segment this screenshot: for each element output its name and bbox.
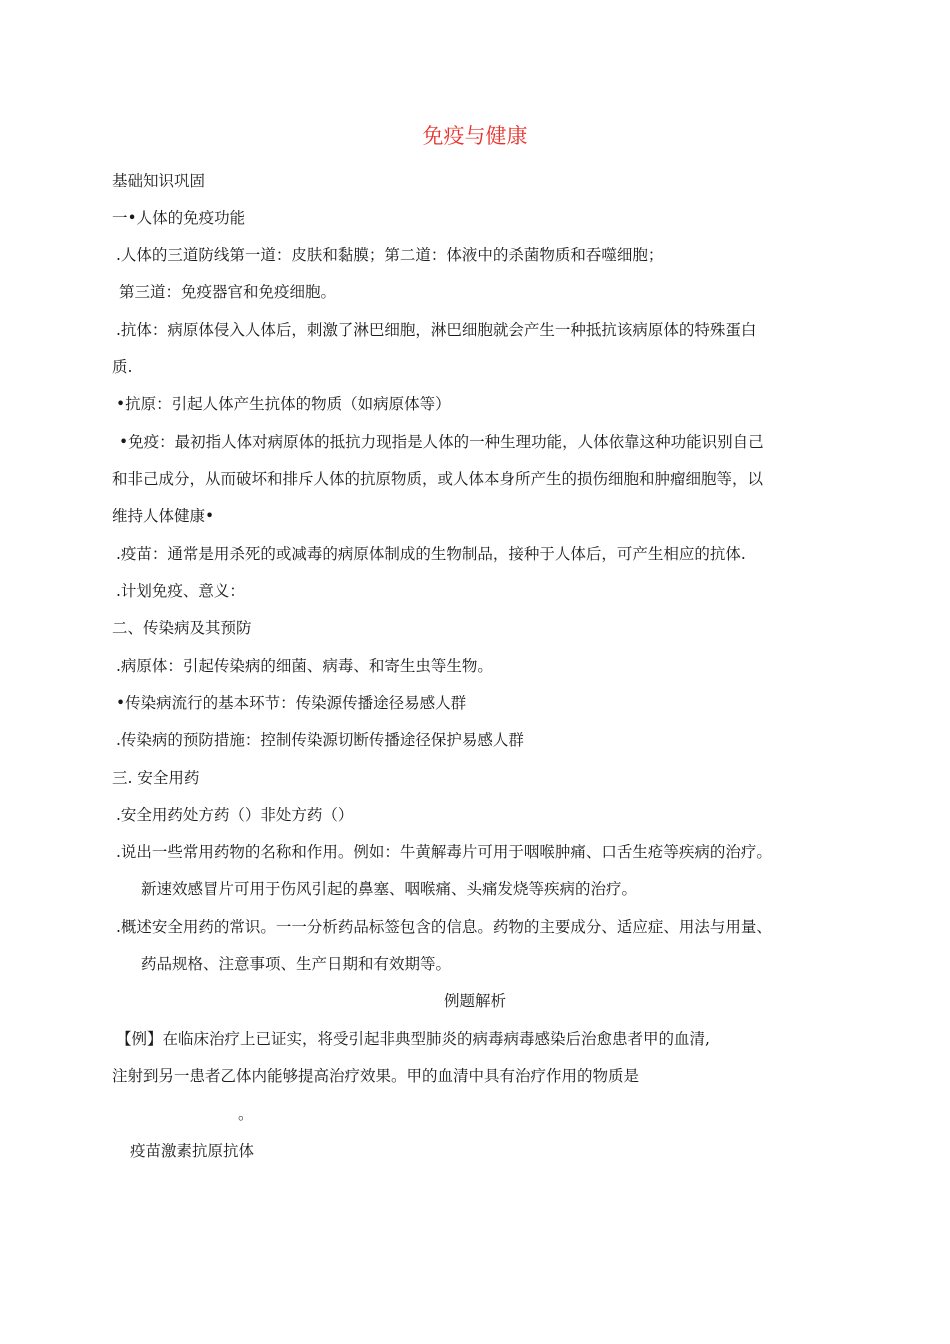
text-line-antibody-cont: 质. xyxy=(112,358,133,376)
section-heading-basics: 基础知识巩固 xyxy=(112,172,206,190)
text-line-answer-options: 疫苗激素抗原抗体 xyxy=(130,1142,255,1160)
text-line-defense-lines: .人体的三道防线第一道：皮肤和黏膜；第二道：体液中的杀菌物质和吞噬细胞； xyxy=(116,246,664,264)
text-line-answer-blank: 。 xyxy=(238,1105,254,1123)
text-line-antigen: •抗原：引起人体产生抗体的物质（如病原体等） xyxy=(116,395,451,413)
text-line-prevention: .传染病的预防措施：控制传染源切断传播途径保护易感人群 xyxy=(116,731,524,749)
text-line-planned-immunity: .计划免疫、意义： xyxy=(116,582,245,600)
text-line-pathogen: .病原体：引起传染病的细菌、病毒、和寄生虫等生物。 xyxy=(116,657,493,675)
section-heading-safe-medication: 三. 安全用药 xyxy=(112,769,200,787)
text-line-example-question-cont: 注射到另一患者乙体内能够提高治疗效果。甲的血清中具有治疗作用的物质是 xyxy=(112,1067,640,1085)
text-line-immunity-cont: 和非己成分，从而破坏和排斥人体的抗原物质，或人体本身所产生的损伤细胞和肿瘤细胞等，以 xyxy=(112,470,764,488)
section-heading-immune-function: 一•人体的免疫功能 xyxy=(112,209,246,227)
text-line-antibody: .抗体：病原体侵入人体后，刺激了淋巴细胞，淋巴细胞就会产生一种抵抗该病原体的特殊蛋白 xyxy=(116,321,757,339)
page-title: 免疫与健康 xyxy=(422,124,528,148)
text-line-example-question: 【例】在临床治疗上已证实，将受引起非典型肺炎的病毒病毒感染后治愈患者甲的血清, xyxy=(116,1030,710,1048)
text-line-epidemic-links: •传染病流行的基本环节：传染源传播途径易感人群 xyxy=(116,694,467,712)
text-line-third-defense: 第三道：免疫器官和免疫细胞。 xyxy=(119,283,337,301)
section-heading-infectious-disease: 二、传染病及其预防 xyxy=(112,619,252,637)
text-line-common-drugs-cont: 新速效感冒片可用于伤风引起的鼻塞、咽喉痛、头痛发烧等疾病的治疗。 xyxy=(141,880,638,898)
text-line-common-drugs: .说出一些常用药物的名称和作用。例如：牛黄解毒片可用于咽喉肿痛、口舌生疮等疾病的治疗。 xyxy=(116,843,772,861)
text-line-prescription: .安全用药处方药（）非处方药（） xyxy=(116,806,354,824)
text-line-safe-usage: .概述安全用药的常识。一一分析药品标签包含的信息。药物的主要成分、适应症、用法与用量、 xyxy=(116,918,772,936)
section-heading-example: 例题解析 xyxy=(444,992,507,1010)
text-line-immunity: •免疫：最初指人体对病原体的抵抗力现指是人体的一种生理功能，人体依靠这种功能识别自己 xyxy=(119,433,764,451)
text-line-vaccine: .疫苗：通常是用杀死的或减毒的病原体制成的生物制品，接种于人体后，可产生相应的抗体. xyxy=(116,545,746,563)
text-line-immunity-end: 维持人体健康• xyxy=(112,507,215,525)
text-line-safe-usage-cont: 药品规格、注意事项、生产日期和有效期等。 xyxy=(141,955,452,973)
